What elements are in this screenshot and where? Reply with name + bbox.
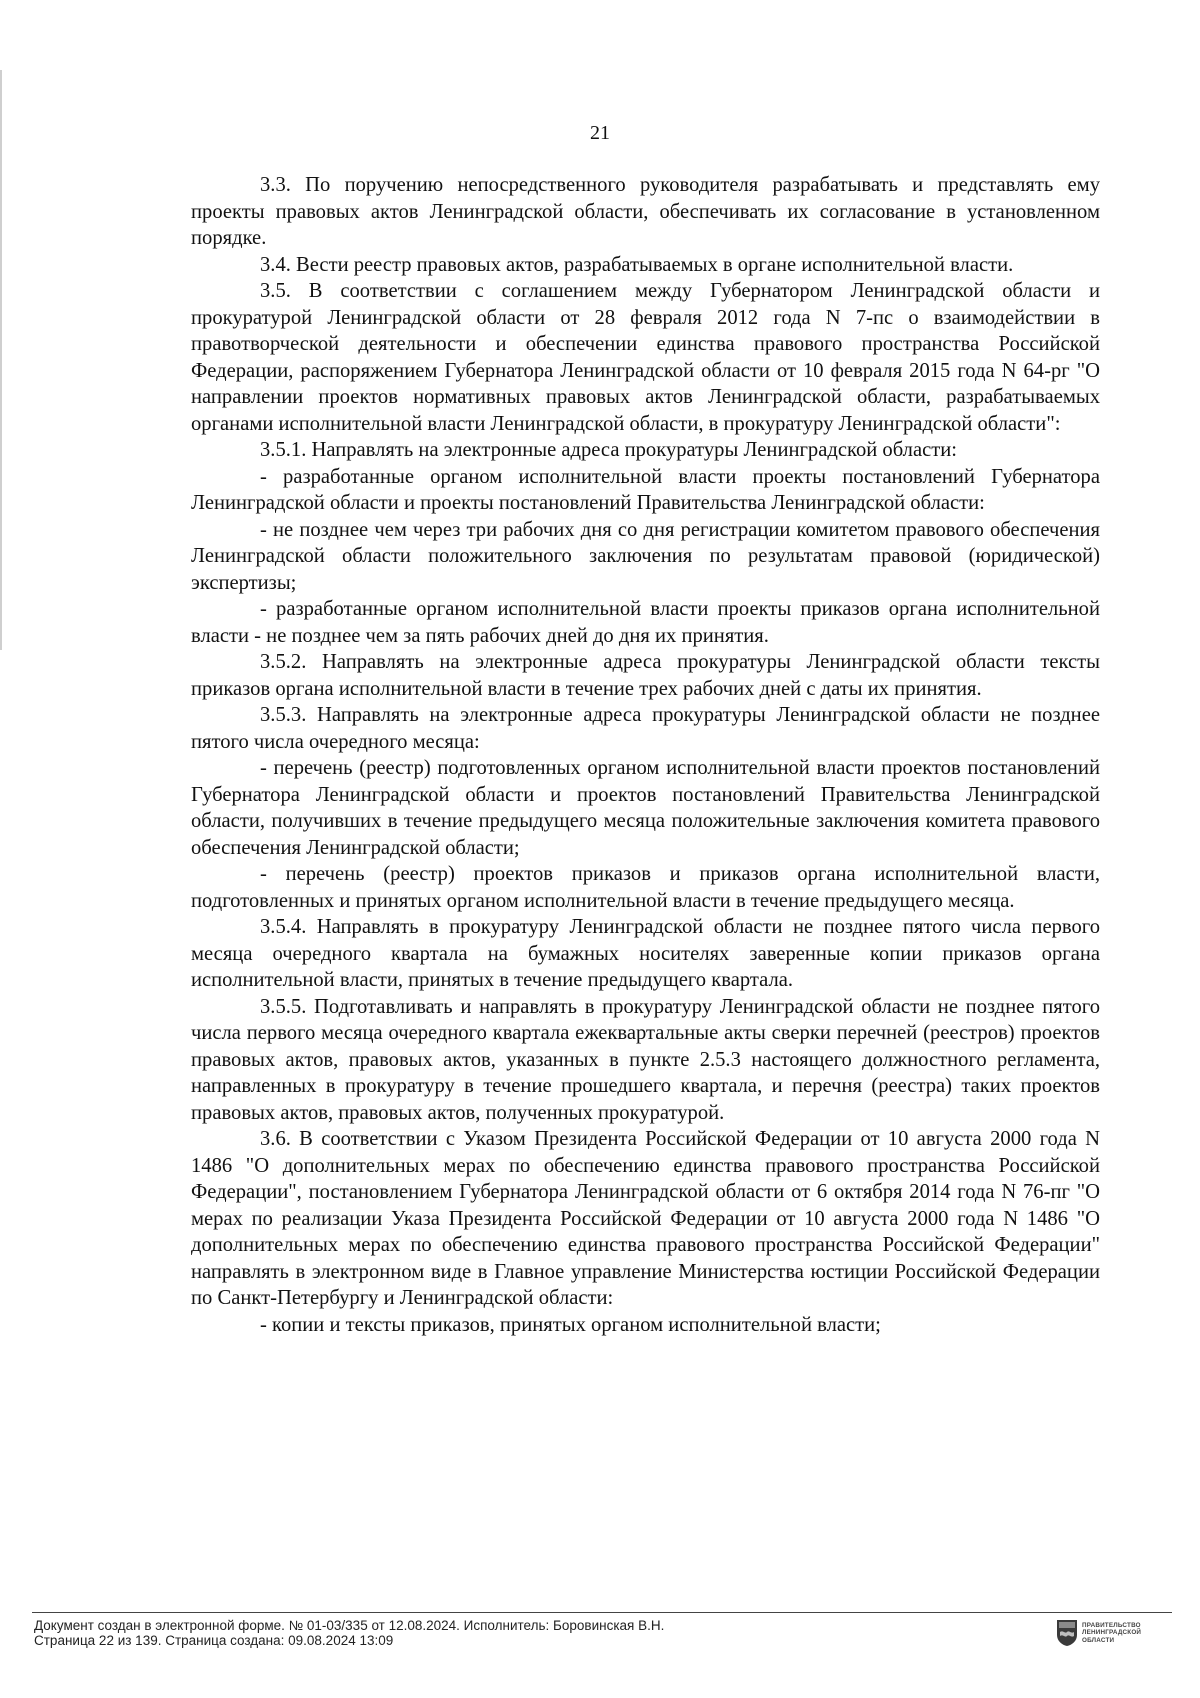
list-item: - копии и тексты приказов, принятых органом исполнительной власти;	[260, 1313, 881, 1336]
list-item: - разработанные органом исполнительной власти проекты приказов органа исполнительной власти - не позднее чем за пять рабочих дней до дня их принятия.	[191, 598, 1100, 647]
footer-divider	[32, 1612, 1172, 1613]
paragraph-3-3: 3.3. По поручению непосредственного руководителя разрабатывать и представлять ему проекты правовых актов Ленинградской области, обеспечивать их согласование в установленном порядке.	[191, 174, 1100, 249]
paragraph-3-5: 3.5. В соответствии с соглашением между Губернатором Ленинградской области и прокуратурой Ленинградской области от 28 февраля 2012 года N 7-пс о взаимодействии в правотворческой деятельности и обеспечении единства правового пространства Российской Федерации, распоряжением Губернатора Ленинградской области от 10 февраля 2015 года N 64-рг "О направлении проектов нормативных правовых актов Ленинградской области, разрабатываемых органами исполнительной власти Ленинградской области, в прокуратуру Ленинградской области":	[191, 280, 1100, 435]
government-logo	[1056, 1619, 1141, 1647]
logo-line-2: ЛЕНИНГРАДСКОЙ	[1082, 1629, 1142, 1637]
page-number: 21	[590, 122, 610, 144]
paragraph-3-5-3: 3.5.3. Направлять на электронные адреса прокуратуры Ленинградской области не позднее пятого числа очередного месяца:	[191, 704, 1100, 753]
logo-line-1: ПРАВИТЕЛЬСТВО	[1082, 1622, 1141, 1630]
document-body	[191, 172, 1100, 1338]
logo-line-3: ОБЛАСТИ	[1082, 1636, 1115, 1644]
list-item: - разработанные органом исполнительной власти проекты постановлений Губернатора Ленинградской области и проекты постановлений Правительства Ленинградской области:	[191, 465, 1100, 514]
list-item: - перечень (реестр) проектов приказов и приказов органа исполнительной власти, подготовленных и принятых органом исполнительной власти в течение предыдущего месяца.	[191, 863, 1100, 912]
paragraph-3-5-1: 3.5.1. Направлять на электронные адреса прокуратуры Ленинградской области:	[260, 439, 957, 461]
scan-edge	[0, 70, 2, 650]
footer-document-info: Документ создан в электронной форме. № 01-03/335 от 12.08.2024. Исполнитель: Боровинская В.Н.	[34, 1618, 665, 1633]
footer-page-info: Страница 22 из 139. Страница создана: 09.08.2024 13:09	[34, 1633, 394, 1648]
paragraph-3-5-2: 3.5.2. Направлять на электронные адреса прокуратуры Ленинградской области тексты приказов органа исполнительной власти в течение трех рабочих дней с даты их принятия.	[191, 651, 1100, 700]
paragraph-3-4: 3.4. Вести реестр правовых актов, разрабатываемых в органе исполнительной власти.	[260, 253, 1014, 276]
footer-meta	[34, 1618, 664, 1648]
coat-of-arms-icon	[1056, 1619, 1078, 1647]
list-item: - не позднее чем через три рабочих дня со дня регистрации комитетом правового обеспечения Ленинградской области положительного заключения по результатам правовой (юридической) экспертизы;	[191, 518, 1100, 594]
paragraph-3-5-5: 3.5.5. Подготавливать и направлять в прокуратуру Ленинградской области не позднее пятого числа первого месяца очередного квартала ежеквартальные акты сверки перечней (реестров) проектов правовых актов, правовых актов, указанных в пункте 2.5.3 настоящего должностного регламента, направленных в прокуратуру в течение прошедшего квартала, и перечня (реестра) таких проектов правовых актов, правовых актов, полученных прокуратурой.	[191, 995, 1100, 1124]
list-item: - перечень (реестр) подготовленных органом исполнительной власти проектов постановлений Губернатора Ленинградской области и проектов постановлений Правительства Ленинградской области, получивших в течение предыдущего месяца положительные заключения комитета правового обеспечения Ленинградской области;	[191, 757, 1100, 859]
paragraph-3-5-4: 3.5.4. Направлять в прокуратуру Ленинградской области не позднее пятого числа первого месяца очередного квартала на бумажных носителях заверенные копии приказов органа исполнительной власти, принятых в течение предыдущего квартала.	[191, 916, 1100, 991]
paragraph-3-6: 3.6. В соответствии с Указом Президента Российской Федерации от 10 августа 2000 года N 1486 "О дополнительных мерах по обеспечению единства правового пространства Российской Федерации", постановлением Губернатора Ленинградской области от 6 октября 2014 года N 76-пг "О мерах по реализации Указа Президента Российской Федерации от 10 августа 2000 года N 1486 "О дополнительных мерах по обеспечению единства правового пространства Российской Федерации" направлять в электронном виде в Главное управление Министерства юстиции Российской Федерации по Санкт-Петербургу и Ленинградской области:	[191, 1128, 1100, 1309]
